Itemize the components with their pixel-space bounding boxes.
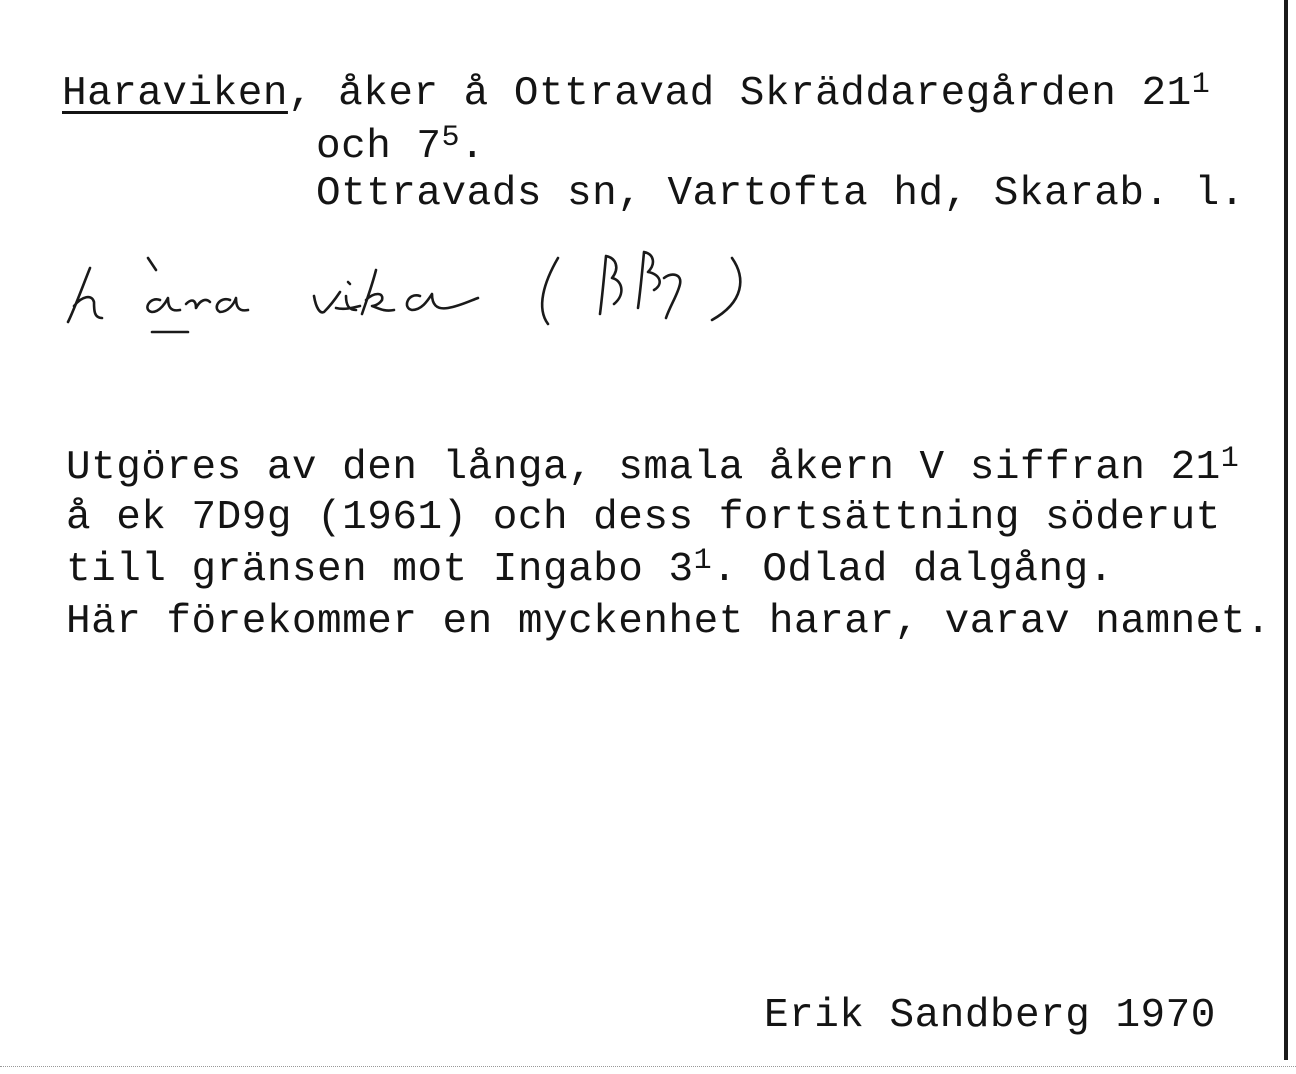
header-line-2-period: .	[460, 124, 486, 170]
body-line-4: Här förekommer en myckenhet harar, varav namnet.	[66, 599, 1271, 645]
card-edge-right	[1284, 0, 1288, 1060]
body-line-3-superscript: 1	[693, 544, 713, 578]
signature: Erik Sandberg 1970	[764, 993, 1216, 1039]
header-line-2	[316, 121, 486, 170]
body-line-3-end: . Odlad dalgång.	[712, 547, 1114, 593]
header-line-1	[62, 68, 1211, 117]
card-edge-bottom	[0, 1066, 1296, 1068]
header-line-1-text: , åker å Ottravad Skräddaregården 21	[287, 71, 1192, 117]
body-line-1-superscript: 1	[1220, 442, 1240, 476]
header-line-2-superscript: 5	[441, 121, 461, 155]
body-line-1-text: Utgöres av den långa, smala åkern V siffran 21	[66, 445, 1221, 491]
body-line-3	[66, 544, 1114, 593]
headword: Haraviken	[62, 71, 288, 117]
header-line-1-superscript: 1	[1191, 68, 1211, 102]
header-line-3: Ottravads sn, Vartofta hd, Skarab. l.	[316, 171, 1245, 217]
header-line-2-text: och 7	[316, 124, 442, 170]
handwritten-pronunciation	[60, 238, 760, 348]
body-line-2: å ek 7D9g (1961) och dess fortsättning söderut	[66, 495, 1221, 541]
body-line-3-text: till gränsen mot Ingabo 3	[66, 547, 694, 593]
body-line-1	[66, 442, 1240, 491]
